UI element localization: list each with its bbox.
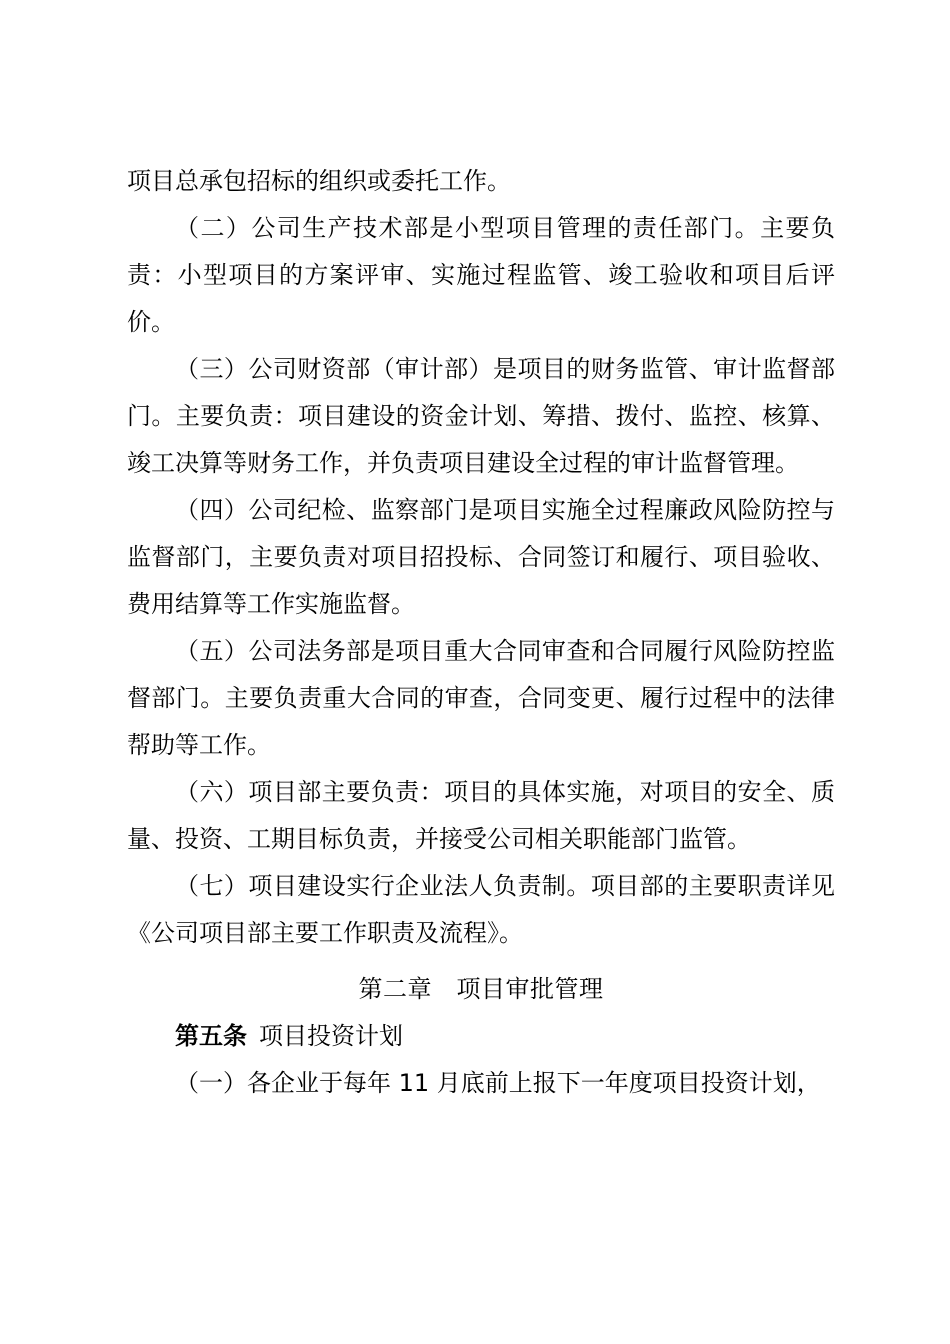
article-label: 第五条 <box>175 1022 247 1050</box>
article-heading <box>127 1013 835 1060</box>
paragraph-item-4: （四）公司纪检、监察部门是项目实施全过程廉政风险防控与监督部门，主要负责对项目招投标、合同签订和履行、项目验收、费用结算等工作实施监督。 <box>127 496 835 618</box>
chapter-title: 第二章 项目审批管理 <box>358 975 604 1003</box>
paragraph-item-7: （七）项目建设实行企业法人负责制。项目部的主要职责详见《公司项目部主要工作职责及流程》。 <box>127 872 835 947</box>
document-body <box>127 158 835 1107</box>
paragraph-article-item-1: （一）各企业于每年 11 月底前上报下一年度项目投资计划， <box>175 1069 821 1097</box>
paragraph-continuation: 项目总承包招标的组织或委托工作。 <box>127 167 511 195</box>
paragraph-item-5: （五）公司法务部是项目重大合同审查和合同履行风险防控监督部门。主要负责重大合同的审查，合同变更、履行过程中的法律帮助等工作。 <box>127 637 835 759</box>
paragraph-item-2: （二）公司生产技术部是小型项目管理的责任部门。主要负责：小型项目的方案评审、实施过程监管、竣工验收和项目后评价。 <box>127 214 835 336</box>
paragraph-item-3: （三）公司财资部（审计部）是项目的财务监管、审计监督部门。主要负责：项目建设的资金计划、筹措、拨付、监控、核算、竣工决算等财务工作，并负责项目建设全过程的审计监督管理。 <box>127 355 835 477</box>
paragraph-item-6: （六）项目部主要负责：项目的具体实施，对项目的安全、质量、投资、工期目标负责，并接受公司相关职能部门监管。 <box>127 778 835 853</box>
article-title: 项目投资计划 <box>259 1022 403 1050</box>
